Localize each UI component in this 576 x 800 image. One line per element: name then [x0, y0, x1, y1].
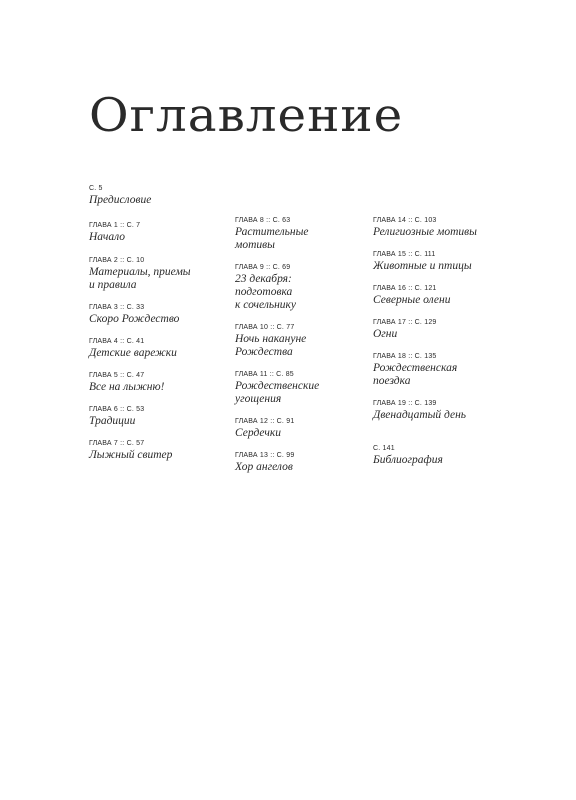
toc-entry-page: ГЛАВА 17 :: С. 129 — [373, 319, 437, 326]
toc-column-3 — [373, 216, 508, 467]
toc-entry-title: Растительные мотивы — [235, 226, 309, 251]
toc-entry-chapter-10[interactable] — [235, 323, 370, 359]
toc-entry-page: ГЛАВА 14 :: С. 103 — [373, 217, 437, 224]
toc-entry-page: ГЛАВА 3 :: С. 33 — [89, 304, 145, 311]
toc-entry-page: ГЛАВА 5 :: С. 47 — [89, 372, 145, 379]
toc-entry-title: Все на лыжню! — [89, 381, 165, 393]
toc-entry-page: С. 5 — [89, 185, 103, 192]
toc-entry-title: Религиозные мотивы — [373, 226, 477, 238]
toc-entry-chapter-7[interactable] — [89, 439, 224, 462]
toc-entry-page: ГЛАВА 10 :: С. 77 — [235, 324, 295, 331]
toc-entry-page: ГЛАВА 13 :: С. 99 — [235, 452, 295, 459]
toc-entry-page: ГЛАВА 19 :: С. 139 — [373, 400, 437, 407]
toc-entry-chapter-1[interactable] — [89, 221, 224, 244]
toc-entry-page: ГЛАВА 12 :: С. 91 — [235, 418, 295, 425]
toc-entry-chapter-8[interactable] — [235, 216, 370, 252]
toc-entry-title: Северные олени — [373, 294, 451, 306]
toc-entry-page: С. 141 — [373, 445, 395, 452]
toc-entry-title: 23 декабря: подготовка к сочельнику — [235, 273, 297, 311]
toc-entry-chapter-19[interactable] — [373, 399, 508, 422]
toc-entry-chapter-14[interactable] — [373, 216, 508, 239]
toc-entry-chapter-12[interactable] — [235, 417, 370, 440]
toc-entry-chapter-5[interactable] — [89, 371, 224, 394]
toc-entry-page: ГЛАВА 11 :: С. 85 — [235, 371, 294, 378]
toc-entry-title: Хор ангелов — [235, 461, 293, 473]
toc-entry-title: Ночь накануне Рождества — [235, 333, 307, 358]
toc-entry-title: Предисловие — [89, 194, 152, 206]
toc-column-2 — [235, 216, 370, 474]
toc-entry-page: ГЛАВА 9 :: С. 69 — [235, 264, 291, 271]
toc-entry-chapter-16[interactable] — [373, 284, 508, 307]
toc-entry-title: Материалы, приемы и правила — [89, 266, 191, 291]
toc-entry-chapter-9[interactable] — [235, 263, 370, 312]
toc-column-1 — [89, 184, 224, 462]
toc-entry-chapter-17[interactable] — [373, 318, 508, 341]
toc-entry-chapter-15[interactable] — [373, 250, 508, 273]
toc-entry-page: ГЛАВА 16 :: С. 121 — [373, 285, 437, 292]
toc-entry-title: Рождественская поездка — [373, 362, 458, 387]
toc-entry-page: ГЛАВА 18 :: С. 135 — [373, 353, 437, 360]
toc-entry-title: Традиции — [89, 415, 136, 427]
toc-entry-chapter-3[interactable] — [89, 303, 224, 326]
toc-entry-title: Детские варежки — [89, 347, 177, 359]
toc-entry-page: ГЛАВА 2 :: С. 10 — [89, 257, 145, 264]
toc-entry-chapter-13[interactable] — [235, 451, 370, 474]
toc-entry-page: ГЛАВА 8 :: С. 63 — [235, 217, 291, 224]
toc-entry-page: ГЛАВА 1 :: С. 7 — [89, 222, 141, 229]
toc-entry-title: Двенадцатый день — [373, 409, 467, 421]
toc-entry-title: Животные и птицы — [373, 260, 472, 272]
toc-entry-title: Лыжный свитер — [89, 449, 173, 461]
toc-entry-chapter-11[interactable] — [235, 370, 370, 406]
toc-entry-title: Скоро Рождество — [89, 313, 180, 325]
toc-entry-chapter-2[interactable] — [89, 256, 224, 292]
page-title: Оглавление — [89, 88, 404, 142]
toc-entry-page: ГЛАВА 4 :: С. 41 — [89, 338, 145, 345]
toc-entry-title: Огни — [373, 328, 398, 340]
toc-entry-bibliography[interactable] — [373, 444, 508, 467]
toc-entry-chapter-4[interactable] — [89, 337, 224, 360]
toc-entry-title: Сердечки — [235, 427, 281, 439]
toc-entry-title: Начало — [89, 231, 126, 243]
toc-entry-preface[interactable] — [89, 184, 224, 207]
toc-entry-title: Рождественские угощения — [235, 380, 320, 405]
toc-entry-page: ГЛАВА 7 :: С. 57 — [89, 440, 145, 447]
toc-entry-page: ГЛАВА 6 :: С. 53 — [89, 406, 145, 413]
toc-entry-chapter-6[interactable] — [89, 405, 224, 428]
toc-entry-title: Библиография — [373, 454, 443, 466]
toc-entry-page: ГЛАВА 15 :: С. 111 — [373, 251, 436, 258]
toc-entry-chapter-18[interactable] — [373, 352, 508, 388]
